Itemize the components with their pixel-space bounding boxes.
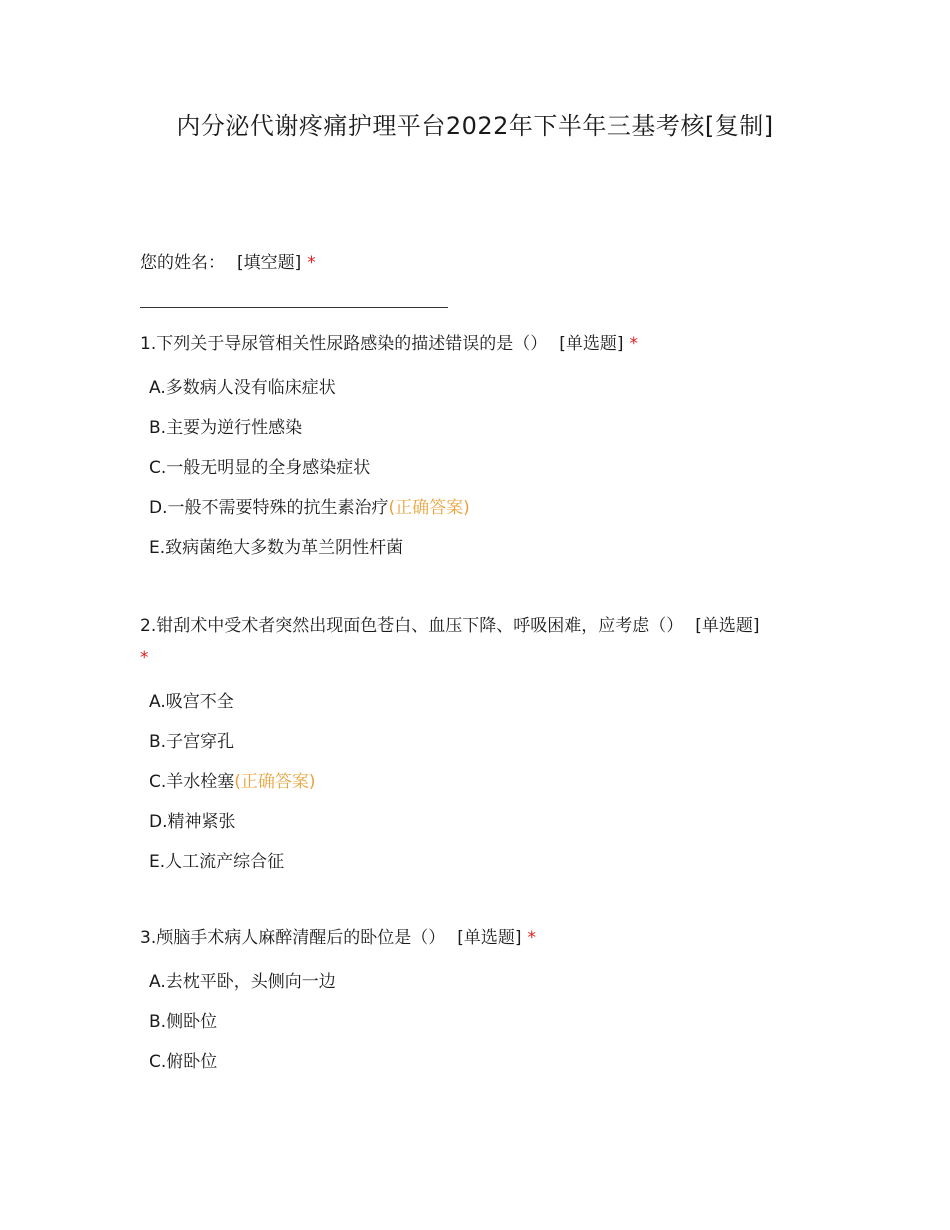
option-b[interactable] [149, 1002, 820, 1042]
option-text: C.羊水栓塞 [149, 772, 235, 792]
option-d[interactable] [149, 488, 820, 528]
option-e[interactable] [149, 528, 820, 568]
question-type-tag: [填空题] [237, 253, 302, 273]
option-text: C.一般无明显的全身感染症状 [149, 458, 371, 478]
options-list [149, 368, 820, 568]
option-e[interactable] [149, 842, 820, 882]
question-type-tag: [单选题] [457, 928, 522, 948]
question-1 [140, 328, 820, 568]
question-3 [140, 922, 820, 1082]
question-text: 2.钳刮术中受术者突然出现面色苍白、血压下降、呼吸困难，应考虑（） [140, 616, 684, 636]
option-text: B.侧卧位 [149, 1012, 218, 1032]
option-text: B.子宫穿孔 [149, 732, 235, 752]
question-2-title [140, 610, 820, 674]
correct-answer-label: (正确答案) [234, 772, 316, 792]
option-text: E.致病菌绝大多数为革兰阴性杆菌 [149, 538, 404, 558]
page-title: 内分泌代谢疼痛护理平台2022年下半年三基考核[复制] [176, 112, 774, 140]
name-question-text: 您的姓名： [140, 253, 225, 273]
option-a[interactable] [149, 368, 820, 408]
question-type-tag: [单选题] [559, 334, 624, 354]
option-text: E.人工流产综合征 [149, 852, 285, 872]
question-3-title [140, 922, 820, 954]
option-b[interactable] [149, 408, 820, 448]
option-text: D.精神紧张 [149, 812, 236, 832]
required-mark: * [629, 334, 638, 354]
option-text: C.俯卧位 [149, 1052, 218, 1072]
required-mark: * [527, 928, 536, 948]
question-2 [140, 610, 820, 882]
option-text: A.多数病人没有临床症状 [149, 378, 336, 398]
correct-answer-label: (正确答案) [388, 498, 470, 518]
option-d[interactable] [149, 802, 820, 842]
options-list [149, 962, 820, 1082]
required-mark: * [140, 648, 149, 668]
option-text: A.吸宫不全 [149, 692, 234, 712]
question-text: 1.下列关于导尿管相关性尿路感染的描述错误的是（） [140, 334, 548, 354]
required-mark: * [307, 253, 316, 273]
option-c[interactable] [149, 762, 820, 802]
option-c[interactable] [149, 1042, 820, 1082]
option-a[interactable] [149, 682, 820, 722]
option-text: A.去枕平卧，头侧向一边 [149, 972, 336, 992]
option-b[interactable] [149, 722, 820, 762]
option-a[interactable] [149, 962, 820, 1002]
option-text: B.主要为逆行性感染 [149, 418, 303, 438]
name-question [140, 247, 316, 279]
option-c[interactable] [149, 448, 820, 488]
question-type-tag: [单选题] [695, 616, 760, 636]
options-list [149, 682, 820, 882]
question-1-title [140, 328, 820, 360]
option-text: D.一般不需要特殊的抗生素治疗 [149, 498, 389, 518]
name-answer-line[interactable] [140, 307, 448, 308]
question-text: 3.颅脑手术病人麻醉清醒后的卧位是（） [140, 928, 446, 948]
